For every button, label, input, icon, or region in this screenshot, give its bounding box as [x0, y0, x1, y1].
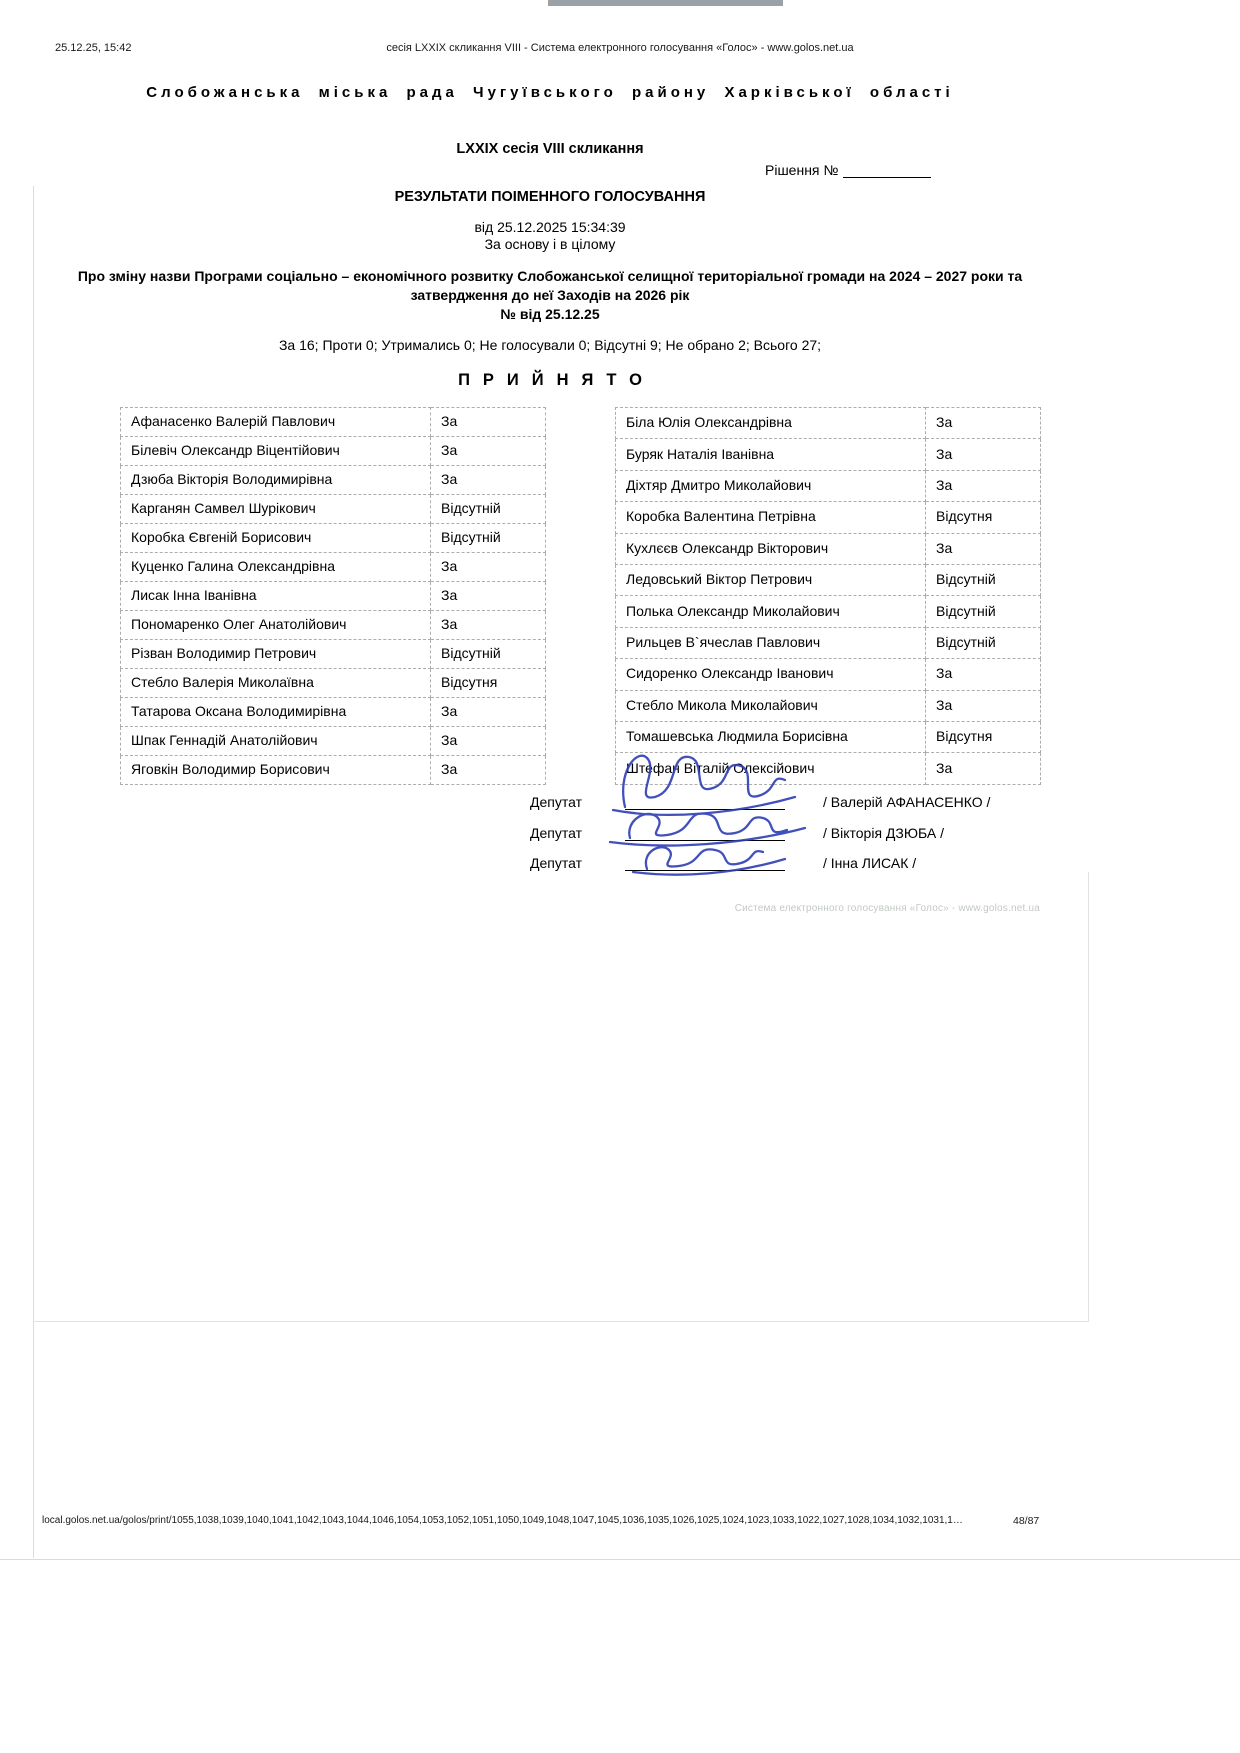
deputy-vote: За: [431, 466, 546, 495]
scan-artifact-bottom-edge: [0, 1559, 1240, 1560]
vote-row: [121, 466, 546, 495]
deputy-name: Буряк Наталія Іванівна: [616, 439, 926, 470]
deputy-vote: Відсутня: [431, 669, 546, 698]
deputy-name: Полька Олександр Миколайович: [616, 596, 926, 627]
deputy-name: Лисак Інна Іванівна: [121, 582, 431, 611]
print-footer-page-number: 48/87: [1013, 1515, 1040, 1527]
deputy-vote: За: [431, 582, 546, 611]
deputy-name: Шпак Геннадій Анатолійович: [121, 727, 431, 756]
vote-subject-number: № від 25.12.25: [500, 306, 600, 322]
vote-row: [121, 524, 546, 553]
deputy-vote: За: [926, 659, 1041, 690]
deputy-vote: За: [431, 437, 546, 466]
results-title: РЕЗУЛЬТАТИ ПОІМЕННОГО ГОЛОСУВАННЯ: [394, 189, 706, 205]
deputy-name: Коробка Євгеній Борисович: [121, 524, 431, 553]
vote-basis: За основу і в цілому: [484, 236, 616, 252]
deputy-vote: За: [431, 408, 546, 437]
signature-name: / Вікторія ДЗЮБА /: [823, 824, 944, 841]
print-document-title: сесія LXXIX скликання VIII - Система електронного голосування «Голос» - www.golos.net.ua: [386, 42, 854, 54]
deputy-vote: Відсутня: [926, 502, 1041, 533]
signature-line: [625, 792, 785, 810]
deputy-vote: За: [926, 533, 1041, 564]
signature-role-label: Депутат: [530, 794, 582, 810]
deputy-vote: За: [431, 611, 546, 640]
deputy-name: Татарова Оксана Володимирівна: [121, 698, 431, 727]
deputy-vote: За: [431, 756, 546, 785]
signature-row: [530, 788, 990, 810]
deputy-name: Діхтяр Дмитро Миколайович: [616, 470, 926, 501]
signature-section: [55, 788, 1045, 903]
deputy-name: Різван Володимир Петрович: [121, 640, 431, 669]
vote-subject: [55, 267, 1045, 324]
vote-row: [121, 669, 546, 698]
deputy-vote: За: [926, 690, 1041, 721]
print-footer-url: local.golos.net.ua/golos/print/1055,1038,1039,1040,1041,1042,1043,1044,1046,1054,1053,1052,1051,1050,1049,1048,1047,1045,1036,1035,1026,1025,1024,1023,1033,1022,1027,1028,1034,1032,1031,1…: [42, 1515, 963, 1526]
vote-row: [616, 502, 1041, 533]
vote-datetime: від 25.12.2025 15:34:39: [474, 219, 626, 235]
decision-number-blank: [843, 163, 931, 178]
signature-line: [625, 823, 785, 841]
signature-row: [530, 819, 944, 841]
deputy-vote: Відсутній: [431, 495, 546, 524]
scan-artifact-top-edge: [548, 0, 783, 6]
vote-row: [121, 698, 546, 727]
vote-row: [121, 582, 546, 611]
deputy-name: Коробка Валентина Петрівна: [616, 502, 926, 533]
vote-tables: [120, 407, 1041, 785]
deputy-vote: За: [431, 698, 546, 727]
print-timestamp: 25.12.25, 15:42: [55, 42, 132, 54]
vote-row: [616, 439, 1041, 470]
deputy-name: Штефан Віталій Олексійович: [616, 753, 926, 785]
deputy-vote: Відсутній: [431, 640, 546, 669]
deputy-name: Карганян Самвел Шурікович: [121, 495, 431, 524]
deputy-name: Афанасенко Валерій Павлович: [121, 408, 431, 437]
vote-row: [616, 690, 1041, 721]
deputy-name: Рильцев В`ячеслав Павлович: [616, 627, 926, 658]
vote-row: [121, 727, 546, 756]
vote-row: [616, 533, 1041, 564]
signature-role-label: Депутат: [530, 824, 582, 841]
deputy-vote: Відсутня: [926, 722, 1041, 753]
signature-name: / Інна ЛИСАК /: [823, 855, 917, 871]
deputy-name: Стебло Микола Миколайович: [616, 690, 926, 721]
deputy-name: Ледовський Віктор Петрович: [616, 565, 926, 596]
deputy-vote: Відсутній: [926, 596, 1041, 627]
deputy-name: Пономаренко Олег Анатолійович: [121, 611, 431, 640]
vote-table-left: [120, 407, 546, 785]
deputy-vote: Відсутній: [431, 524, 546, 553]
vote-row: [616, 596, 1041, 627]
deputy-name: Дзюба Вікторія Володимирівна: [121, 466, 431, 495]
signature-name: / Валерій АФАНАСЕНКО /: [823, 794, 991, 810]
deputy-vote: За: [926, 408, 1041, 439]
deputy-vote: Відсутній: [926, 565, 1041, 596]
vote-totals: За 16; Проти 0; Утримались 0; Не голосували 0; Відсутні 9; Не обрано 2; Всього 27;: [278, 337, 822, 353]
deputy-name: Кухлєєв Олександр Вікторович: [616, 533, 926, 564]
deputy-vote: Відсутній: [926, 627, 1041, 658]
signature-line: [625, 853, 785, 871]
deputy-name: Білевіч Олександр Віцентійович: [121, 437, 431, 466]
vote-row: [616, 565, 1041, 596]
result-status: ПРИЙНЯТО: [458, 371, 655, 389]
vote-row: [616, 627, 1041, 658]
scan-artifact-left-edge: [33, 186, 34, 1558]
vote-table-right: [615, 407, 1041, 785]
vote-row: [121, 408, 546, 437]
signature-row: [530, 849, 916, 871]
vote-row: [121, 756, 546, 785]
decision-number-label: Рішення №: [765, 162, 839, 178]
deputy-vote: За: [431, 553, 546, 582]
vote-row: [121, 495, 546, 524]
deputy-vote: За: [926, 439, 1041, 470]
deputy-name: Стебло Валерія Миколаївна: [121, 669, 431, 698]
system-watermark: Система електронного голосування «Голос» - www.golos.net.ua: [734, 903, 1040, 914]
decision-number-line: [765, 162, 931, 178]
session-title: LXXIX сесія VIII скликання: [456, 141, 644, 157]
deputy-name: Яговкін Володимир Борисович: [121, 756, 431, 785]
vote-row: [121, 640, 546, 669]
vote-row: [121, 611, 546, 640]
deputy-vote: За: [926, 470, 1041, 501]
deputy-vote: За: [431, 727, 546, 756]
scan-artifact-page-break: [33, 1321, 1089, 1322]
signature-role-label: Депутат: [530, 855, 582, 871]
vote-subject-text: Про зміну назви Програми соціально – економічного розвитку Слобожанської селищної територіальної громади на 2024 – 2027 роки та затвердження до неї Заходів на 2026 рік: [77, 268, 1023, 303]
vote-row: [121, 553, 546, 582]
council-title: Слобожанська міська рада Чугуївського району Харківської області: [146, 84, 954, 101]
deputy-name: Куценко Галина Олександрівна: [121, 553, 431, 582]
vote-row: [616, 470, 1041, 501]
vote-row: [616, 408, 1041, 439]
deputy-name: Сидоренко Олександр Іванович: [616, 659, 926, 690]
deputy-vote: За: [926, 753, 1041, 785]
scan-artifact-right-edge: [1088, 872, 1089, 1322]
vote-row: [121, 437, 546, 466]
vote-row: [616, 753, 1041, 785]
vote-row: [616, 722, 1041, 753]
deputy-name: Біла Юлія Олександрівна: [616, 408, 926, 439]
deputy-name: Томашевська Людмила Борисівна: [616, 722, 926, 753]
vote-row: [616, 659, 1041, 690]
